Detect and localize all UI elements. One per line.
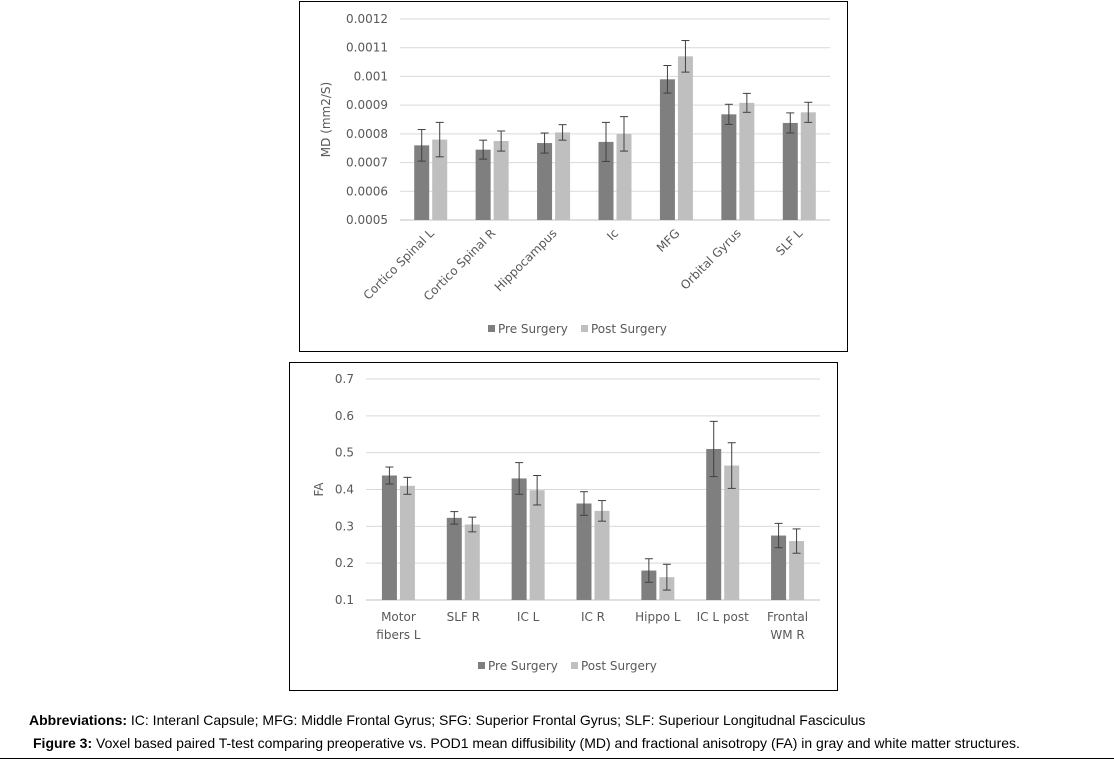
bar [660,79,675,220]
y-tick-label: 0.0012 [346,12,388,26]
y-tick-label: 0.0005 [346,213,388,227]
y-tick-label: 0.5 [334,445,354,460]
y-tick-label: 0.0006 [346,184,388,199]
x-tick-label: SLF L [773,226,806,259]
y-tick-label: 0.0007 [346,155,388,170]
bar [476,150,491,220]
y-tick-label: 0.0009 [346,98,388,113]
y-tick-label: 0.6 [334,408,354,423]
x-tick-label: SLF R [446,610,480,624]
legend-label: Pre Surgery [498,322,568,336]
x-tick-label: IC L [516,610,540,624]
bar [739,103,754,220]
legend-swatch [571,662,578,669]
legend-label: Post Surgery [591,322,667,336]
x-tick-label: Hippocampus [491,226,560,295]
md-chart-panel [299,1,848,352]
legend-swatch [478,662,485,669]
bar [678,56,693,220]
legend-label: Post Surgery [581,659,657,673]
md-chart [300,2,847,351]
y-tick-label: 0.7 [334,372,354,386]
bar [595,511,610,600]
bar [721,114,736,220]
y-tick-label: 0.0011 [346,40,388,55]
x-tick-label: Ic [604,226,622,244]
y-tick-label: 0.2 [334,556,354,571]
x-tick-label: Cortico Spinal L [360,226,437,303]
x-tick-label: Orbital Gyrus [677,226,744,293]
legend-swatch [488,325,495,332]
figure-label: Figure 3: [33,735,93,751]
bar [494,141,509,220]
bar [555,132,570,220]
bar [447,518,462,600]
abbreviations-text: IC: Interanl Capsule; MFG: Middle Frontal Gyrus; SFG: Superior Frontal Gyrus; SLF: Superiour Longitudnal Fasciculus [127,712,866,728]
y-tick-label: 0.1 [334,593,354,607]
x-tick-label: Motor [381,610,416,624]
y-tick-label: 0.001 [353,69,388,84]
bar [382,476,397,600]
bottom-rule [0,758,1114,759]
x-tick-label: IC R [580,610,606,624]
figure-caption-text: Voxel based paired T-test comparing preoperative vs. POD1 mean diffusibility (MD) and fractional anisotropy (FA) in gray and white matter structures. [92,735,1020,751]
bar [537,143,552,220]
x-tick-label: MFG [653,226,683,255]
figure-caption [33,735,1020,751]
bar [801,112,816,220]
bar [512,478,527,600]
x-tick-label: Cortico Spinal R [420,226,499,304]
y-tick-label: 0.0008 [346,126,388,141]
bar [400,486,415,600]
bar [465,524,480,600]
x-tick-label: WM R [770,628,805,642]
y-axis-label: FA [312,482,326,497]
y-tick-label: 0.4 [334,482,354,497]
bar [577,503,592,600]
bar [783,123,798,220]
legend-swatch [581,325,588,332]
legend-label: Pre Surgery [488,659,558,673]
abbreviations-label: Abbreviations: [29,712,128,728]
bar [530,490,545,600]
fa-chart [290,363,837,690]
x-tick-label: fibers L [376,628,421,642]
x-tick-label: IC L post [696,610,749,624]
x-tick-label: Frontal [767,610,809,624]
y-axis-label: MD (mm2/S) [319,81,333,158]
fa-chart-panel [289,362,838,691]
abbreviations-line [29,712,865,728]
x-tick-label: Hippo L [635,610,681,624]
y-tick-label: 0.3 [334,519,354,534]
